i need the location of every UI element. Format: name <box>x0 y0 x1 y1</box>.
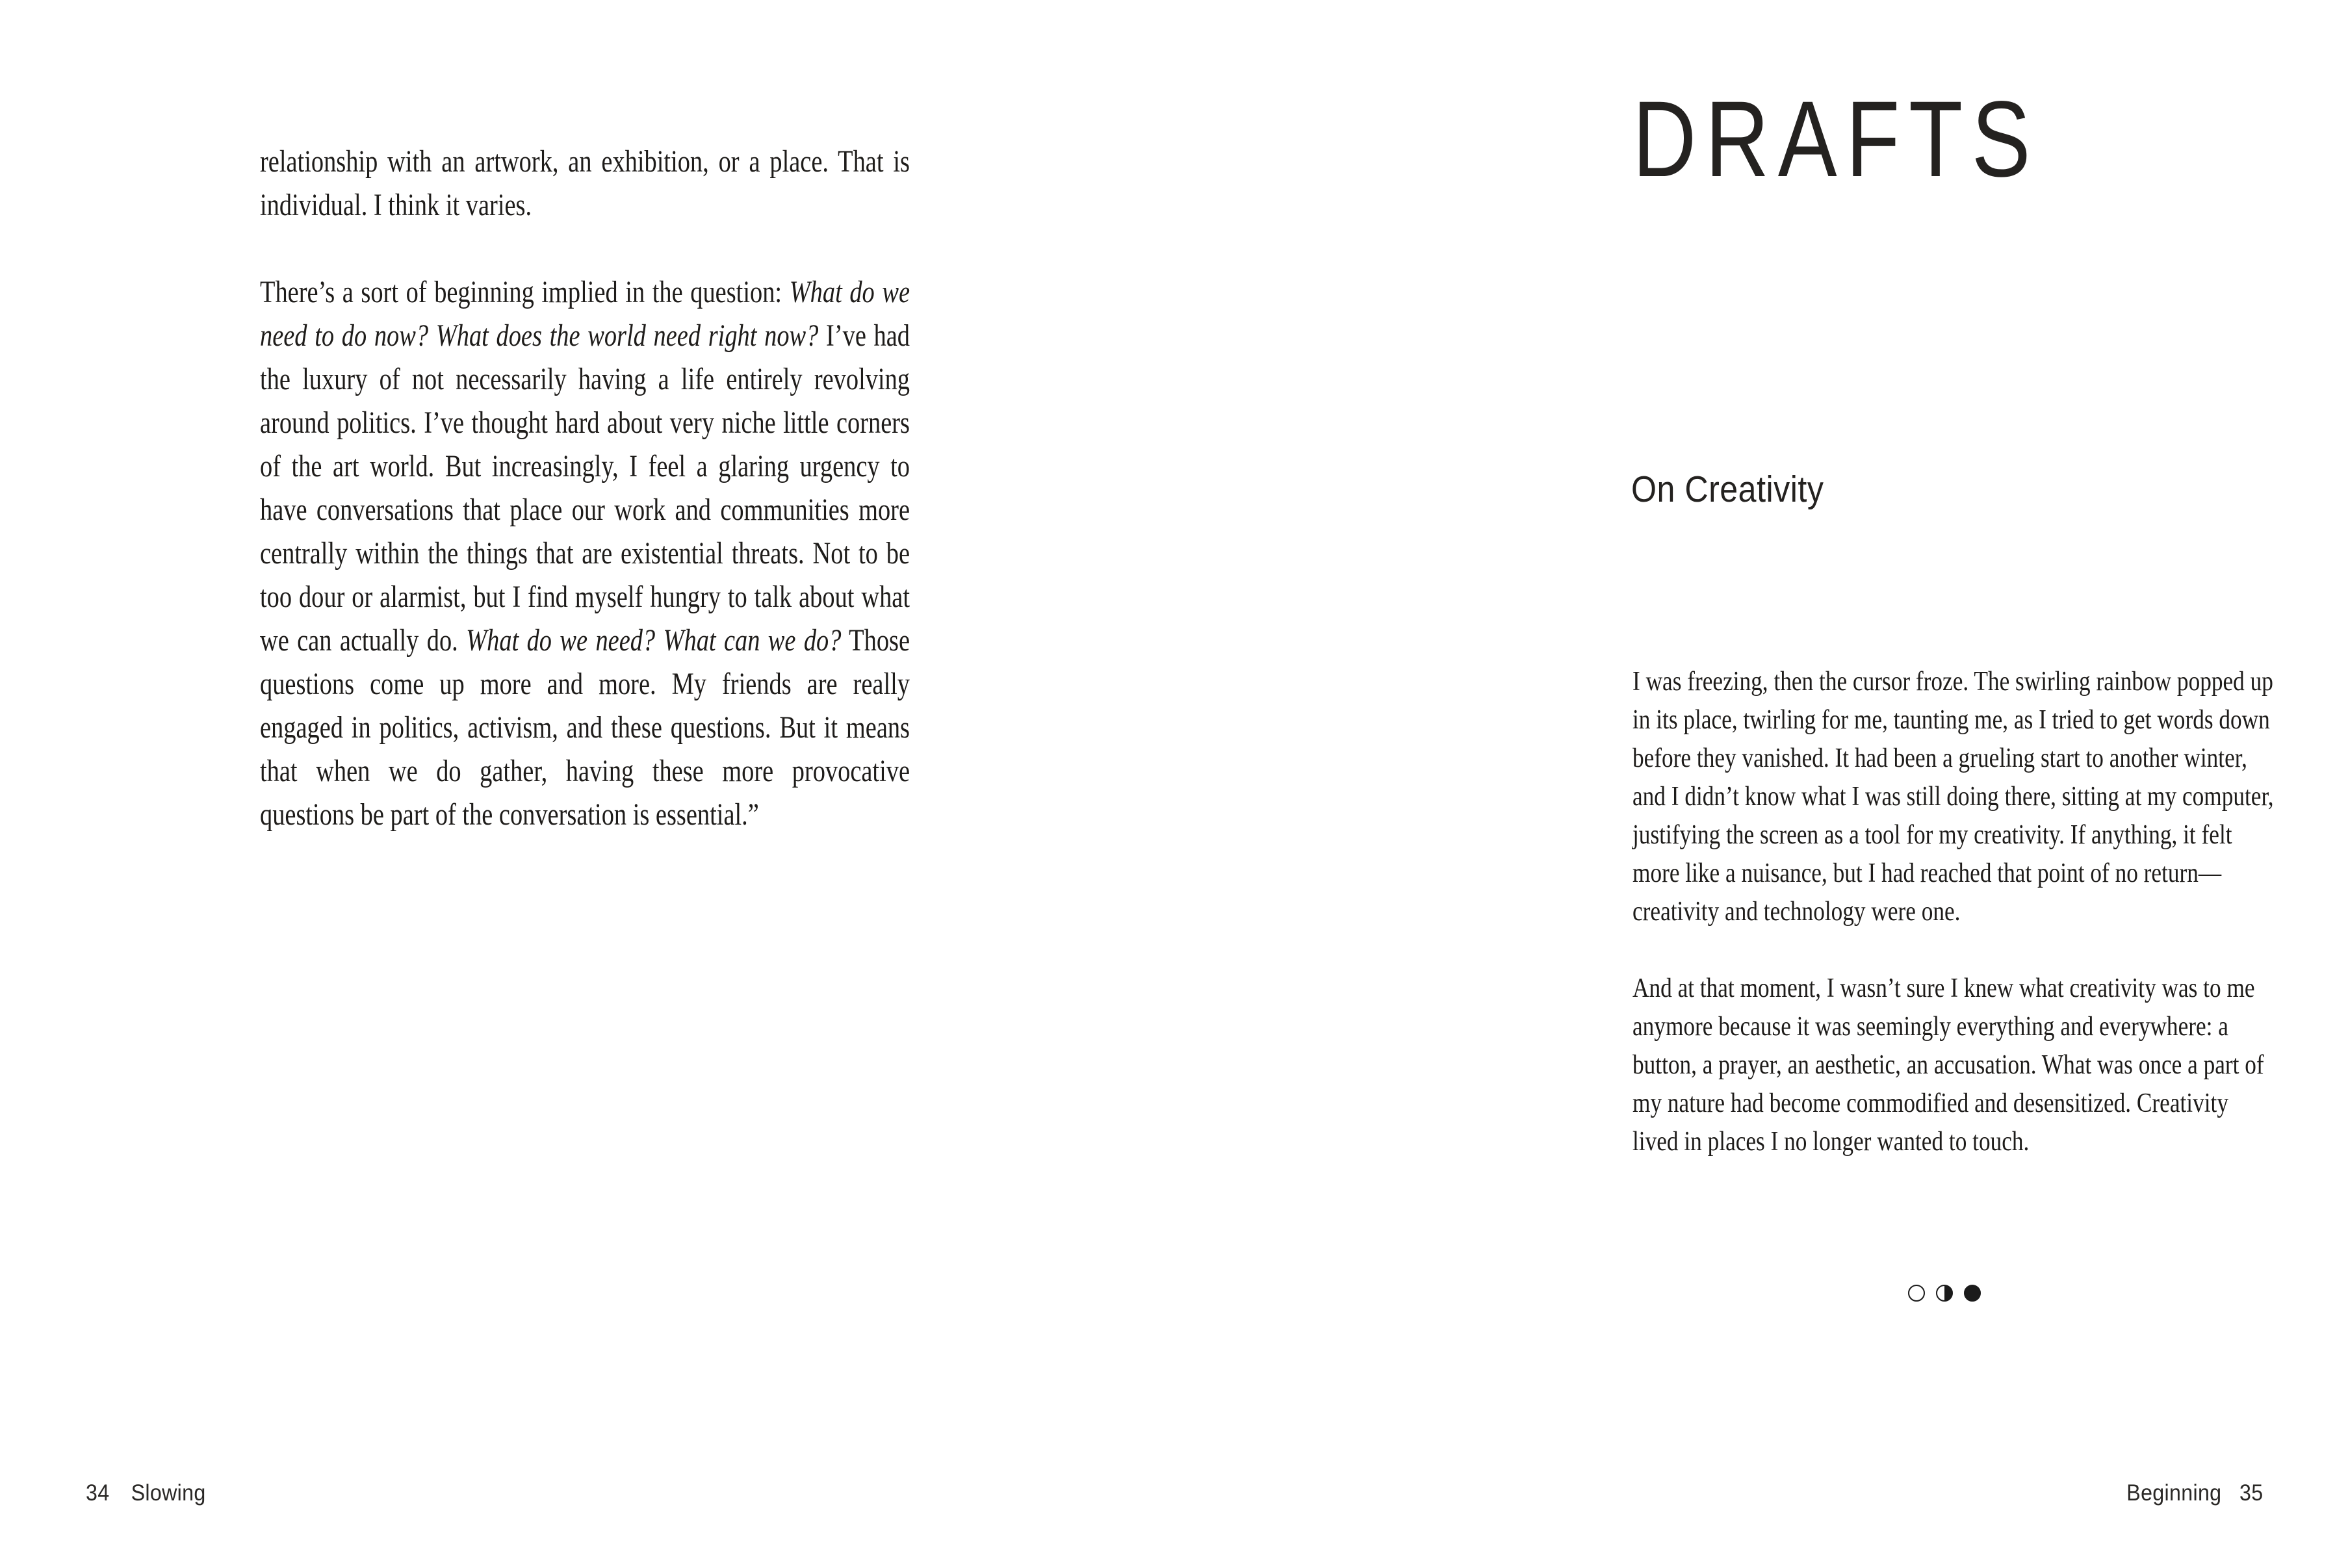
right-page-footer <box>2126 1482 2263 1504</box>
italic-text-segment: What do we need? What can we do? <box>466 623 842 658</box>
paragraph <box>260 270 910 836</box>
text-segment: I’ve had the luxury of not necessarily having a life entirely revolving around politics. I’ve thought hard about very niche little corners of the art world. But increasingly, I feel a glaring urgency to have conversations that place our work and communities more centrally within the things that are existential threats. Not to be too dour or alarmist, but I find myself hungry to talk about what we can actually do. <box>260 318 910 658</box>
italic-text-segment: What do we need to do now? What does the world need right now? <box>260 275 910 353</box>
circle-empty-icon <box>1908 1285 1925 1302</box>
circle-filled-icon <box>1964 1285 1981 1302</box>
text-segment: And at that moment, I wasn’t sure I knew what creativity was to me anymore because it was seemingly everything and everywhere: a button, a prayer, an aesthetic, an accusation. What was once a part of my nature had become commodified and desensitized. Creativity lived in places I no longer wanted to touch. <box>1632 973 2264 1157</box>
paragraph <box>1632 970 2275 1161</box>
text-segment: relationship with an artwork, an exhibition, or a place. That is individual. I think it varies. <box>260 144 910 222</box>
text-segment: Those questions come up more and more. My friends are really engaged in politics, activism, and these questions. But it means that when we do gather, having these more provocative questions be part of the conversation is essential.” <box>260 623 910 832</box>
page-number: 35 <box>2239 1480 2263 1506</box>
section-subtitle: On Creativity <box>1631 469 1824 510</box>
right-page <box>1174 0 2348 1568</box>
paragraph <box>260 140 910 227</box>
circle-half-icon <box>1936 1285 1953 1302</box>
left-page-body <box>260 140 910 836</box>
page-number: 34 <box>86 1480 110 1506</box>
chapter-title: DRAFTS <box>1632 79 2040 199</box>
left-page-footer <box>86 1482 206 1504</box>
text-segment: I was freezing, then the cursor froze. The swirling rainbow popped up in its place, twirling for me, taunting me, as I tried to get words down before they vanished. It had been a grueling start to another winter, and I didn’t know what I was still doing there, sitting at my computer, justifying the screen as a tool for my creativity. If anything, it felt more like a nuisance, but I had reached that point of no return—creativity and technology were one. <box>1632 667 2274 927</box>
right-page-body <box>1632 663 2275 1161</box>
paragraph <box>1632 663 2275 931</box>
text-segment: There’s a sort of beginning implied in the question: <box>260 275 790 309</box>
running-head: Beginning <box>2126 1480 2221 1506</box>
running-head: Slowing <box>131 1480 206 1506</box>
moon-phase-ornament <box>1908 1285 1981 1302</box>
